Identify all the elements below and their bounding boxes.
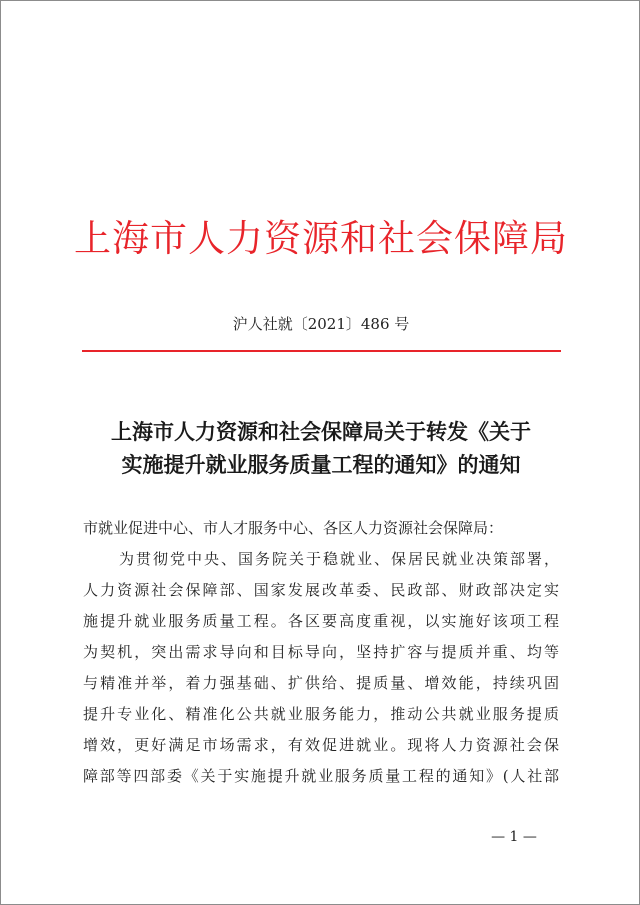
red-divider-line [82,350,561,352]
body-line: 提升专业化、精准化公共就业服务能力，推动公共就业服务提质 [83,705,559,723]
page-number: — 1 — [491,829,537,845]
document-title-line-2: 实施提升就业服务质量工程的通知》的通知 [121,453,521,477]
body-line: 增效，更好满足市场需求，有效促进就业。现将人力资源社会保 [83,736,559,754]
recipient-line: 市就业促进中心、市人才服务中心、各区人力资源社会保障局： [83,519,504,537]
body-line: 为契机，突出需求导向和目标导向，坚持扩容与提质并重、均等 [83,643,559,661]
document-number: 沪人社就〔2021〕486 号 [232,315,410,333]
document-title [61,416,581,482]
body-line: 为贯彻党中央、国务院关于稳就业、保居民就业决策部署， [119,550,559,568]
document-title-line-1: 上海市人力资源和社会保障局关于转发《关于 [111,420,531,444]
body-line: 施提升就业服务质量工程。各区要高度重视，以实施好该项工程 [83,612,559,630]
body-paragraph [83,544,559,792]
body-line: 与精准并举，着力强基础、扩供给、提质量、增效能，持续巩固 [83,674,559,692]
body-line: 障部等四部委《关于实施提升就业服务质量工程的通知》(人社部 [83,767,559,785]
issuing-authority-header: 上海市人力资源和社会保障局 [74,217,568,260]
body-line: 人力资源社会保障部、国家发展改革委、民政部、财政部决定实 [83,581,559,599]
